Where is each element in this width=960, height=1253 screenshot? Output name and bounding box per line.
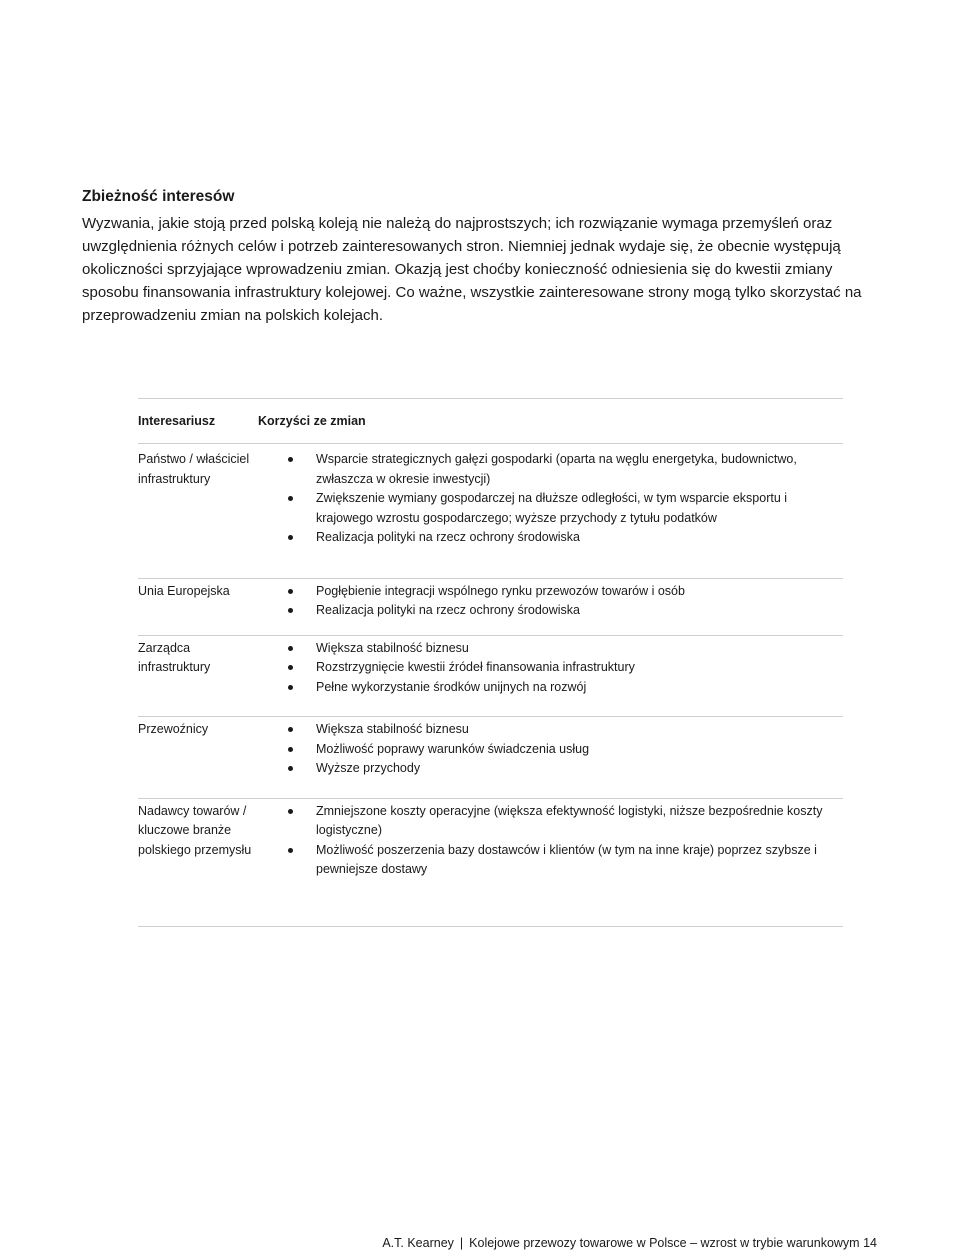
benefit-item: Większa stabilność biznesu [283, 639, 843, 659]
stakeholder-name: Państwo / właściciel infrastruktury [138, 452, 250, 486]
benefit-item: Zmniejszone koszty operacyjne (większa efektywność logistyki, niższe bezpośrednie koszty logistyczne) [283, 802, 843, 841]
benefit-item: Możliwość poprawy warunków świadczenia usług [283, 740, 843, 760]
intro-section [82, 186, 882, 327]
benefit-item: Realizacja polityki na rzecz ochrony środowiska [283, 601, 843, 621]
page-number: 14 [863, 1236, 877, 1250]
stakeholder-name: Zarządca infrastruktury [138, 640, 211, 674]
stakeholder-table [138, 398, 843, 927]
table-row [138, 579, 843, 635]
footer-report-title: Kolejowe przewozy towarowe w Polsce [469, 1236, 687, 1250]
benefit-item: Realizacja polityki na rzecz ochrony środowiska [283, 528, 843, 548]
footer-separator: | [459, 1236, 464, 1250]
benefit-item: Zwiększenie wymiany gospodarczej na dłuższe odległości, w tym wsparcie eksportu i krajowego wzrostu gospodarczego; wyższe przychody z tytułu podatków [283, 489, 843, 528]
stakeholder-name: Unia Europejska [138, 583, 230, 598]
table-bottom-rule [138, 926, 843, 927]
benefits-list [283, 802, 843, 880]
table-row [138, 799, 843, 926]
section-heading: Zbieżność interesów [82, 188, 235, 205]
stakeholder-name: Przewoźnicy [138, 722, 209, 736]
benefits-list [283, 582, 843, 621]
stakeholder-name: Nadawcy towarów / kluczowe branże polskiego przemysłu [138, 803, 252, 857]
footer-subtitle: – wzrost w trybie warunkowym [690, 1236, 860, 1250]
table-row [138, 636, 843, 717]
benefit-item: Pogłębienie integracji wspólnego rynku przewozów towarów i osób [283, 582, 843, 602]
benefit-item: Możliwość poszerzenia bazy dostawców i klientów (w tym na inne kraje) poprzez szybsze i pewniejsze dostawy [283, 841, 843, 880]
header-stakeholder: Interesariusz [138, 414, 216, 428]
table-row [138, 717, 843, 798]
benefits-list [283, 720, 843, 779]
benefit-item: Pełne wykorzystanie środków unijnych na rozwój [283, 678, 843, 698]
table-row [138, 444, 843, 578]
section-paragraph: Wyzwania, jakie stoją przed polską koleją nie należą do najprostszych; ich rozwiązanie wymaga przemyśleń oraz uwzględnienia różnych celów i potrzeb zainteresowanych stron. Niemniej jednak wydaje się, że obecnie występują okoliczności sprzyjające wprowadzeniu zmian. Okazją jest choćby konieczność odniesienia się do kwestii zmiany sposobu finansowania infrastruktury kolejowej. Co ważne, wszystkie zainteresowane strony mogą tylko skorzystać na przeprowadzeniu zmian na polskich kolejach. [82, 215, 862, 324]
benefit-item: Wyższe przychody [283, 759, 843, 779]
header-benefits: Korzyści ze zmian [258, 414, 366, 428]
benefit-item: Większa stabilność biznesu [283, 720, 843, 740]
page-footer [382, 1236, 877, 1250]
benefit-item: Rozstrzygnięcie kwestii źródeł finansowania infrastruktury [283, 658, 843, 678]
benefits-list [283, 450, 843, 548]
benefit-item: Wsparcie strategicznych gałęzi gospodarki (oparta na węglu energetyka, budownictwo, zwłaszcza w okresie inwestycji) [283, 450, 843, 489]
table-header [138, 399, 843, 443]
benefits-list [283, 639, 843, 698]
footer-company: A.T. Kearney [382, 1236, 454, 1250]
